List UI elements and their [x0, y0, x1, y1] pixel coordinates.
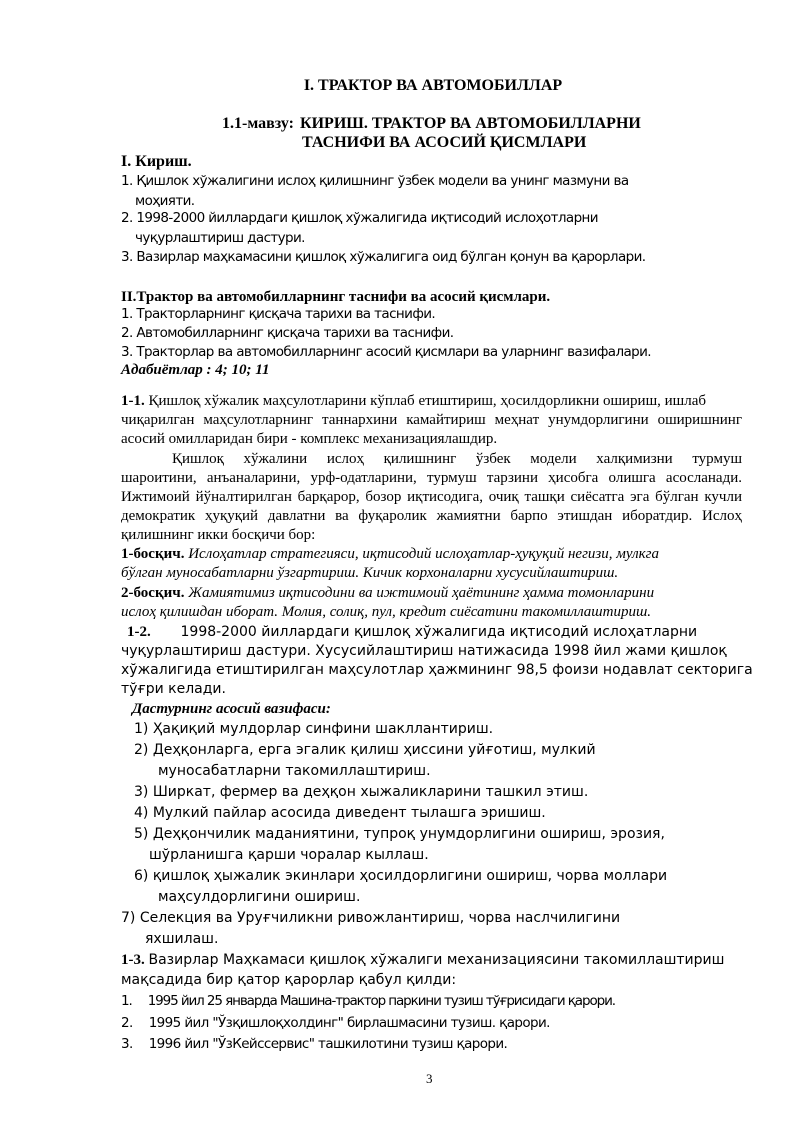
task-item: шўрланишга қарши чоралар кыллаш.	[149, 847, 429, 863]
paragraph-label: 1-3.	[121, 952, 145, 968]
task-item: 5) Деҳқончилик маданиятини, тупроқ унумдорлигини ошириш, эрозия,	[134, 826, 665, 842]
paragraph-line: демократик ҳуқуқий давлатни ва фуқаролик жамиятни барпо этишдан иборатдир. Ислоҳ	[121, 508, 742, 524]
task-item: яхшилаш.	[145, 931, 219, 947]
section2-item: 3. Тракторлар ва автомобилларнинг асосий қисмлари ва уларнинг вазифалари.	[121, 344, 652, 360]
stage-label: 2-босқич.	[121, 585, 185, 601]
paragraph-line: чуқурлаштириш дастури. Хусусийлаштириш натижасида 1998 йил жами қишлоқ	[121, 643, 727, 659]
literature-reference: Адабиётлар : 4; 10; 11	[121, 362, 270, 378]
paragraph-label: 1-2.	[127, 624, 151, 640]
task-item: 7) Селекция ва Уруғчиликни ривожлантириш, чорва наслчилигини	[121, 910, 621, 926]
topic-label: 1.1-мавзу:	[222, 115, 294, 132]
section1-item: чуқурлаштириш дастури.	[135, 230, 305, 246]
paragraph-line: шароитини, анъаналарини, урф-одатларини, турмуш тарзини ҳисобга олишга асосланади.	[121, 470, 742, 486]
paragraph-line: Қишлоқ хўжалини ислоҳ қилишнинг ўзбек модели халқимизни турмуш	[172, 451, 742, 467]
page-title: I. ТРАКТОР ВА АВТОМОБИЛЛАР	[303, 77, 563, 94]
topic-title-line2: ТАСНИФИ ВА АСОСИЙ ҚИСМЛАРИ	[302, 134, 587, 151]
section2-item: 2. Автомобилларнинг қисқача тарихи ва таснифи.	[121, 325, 454, 341]
task-item: 1) Ҳақиқий мулдорлар синфини шакллантириш.	[134, 721, 494, 737]
paragraph-line: бўлган муносабатларни ўзгартириш. Кичик корхоналарни хусусийлаштириш.	[121, 565, 619, 581]
stage-label: 1-босқич.	[121, 546, 185, 562]
paragraph-1-1: 1-1. Қишлоқ хўжалик маҳсулотларини кўплаб етиштириш, ҳосилдорликни ошириш, ишлаб	[121, 393, 706, 409]
task-item: 2) Деҳқонларга, ерга эгалик қилиш ҳиссини уйғотиш, мулкий	[134, 742, 596, 758]
paragraph-line: тўғри келади.	[121, 681, 226, 697]
section1-heading: I. Кириш.	[121, 153, 192, 170]
task-item: 4) Мулкий пайлар асосида диведент тылашга эришиш.	[134, 805, 546, 821]
task-item: маҳсулдорлигини ошириш.	[158, 889, 361, 905]
section1-item: 1. Қишлок хўжалигини ислоҳ қилишнинг ўзбек модели ва унинг мазмуни ва	[121, 173, 629, 189]
decree-item: 3. 1996 йил "ЎзКейссервис" ташкилотини тузиш қарори.	[121, 1036, 508, 1052]
paragraph-line: қилишнинг икки босқичи бор:	[121, 527, 316, 543]
section1-item: 2. 1998-2000 йиллардаги қишлоқ хўжалигида иқтисодий ислоҳотларни	[121, 210, 598, 226]
paragraph-line: мақсадида бир қатор қарорлар қабул қилди:	[121, 972, 457, 988]
section1-item: моҳияти.	[135, 193, 195, 209]
paragraph-line: чиқарилган маҳсулотларнинг таннархини камайтириш меҳнат унумдорлигини оширишнинг	[121, 412, 742, 428]
tasks-heading: Дастурнинг асосий вазифаси:	[132, 701, 331, 717]
paragraph-label: 1-1.	[121, 393, 145, 409]
stage-2: 2-босқич. Жамиятимиз иқтисодини ва ижтимоий ҳаётининг ҳамма томонларини	[121, 585, 655, 601]
paragraph-line: хўжалигида етиштирилган маҳсулотлар ҳажмининг 98,5 фоизи нодавлат секторига	[121, 662, 753, 678]
paragraph-1-3: 1-3. Вазирлар Маҳкамаси қишлоқ хўжалиги механизациясини такомиллаштириш	[121, 952, 725, 968]
paragraph-line: ислоҳ қилишдан иборат. Молия, солиқ, пул, кредит сиёсатини такомиллаштириш.	[121, 604, 652, 620]
task-item: муносабатларни такомиллаштириш.	[158, 763, 431, 779]
topic-title-line1: КИРИШ. ТРАКТОР ВА АВТОМОБИЛЛАРНИ	[300, 115, 641, 132]
paragraph-line: асосий омилларидан бири - комплекс механизациялашдир.	[121, 431, 498, 447]
decree-item: 2. 1995 йил "Ўзқишлоқхолдинг" бирлашмасини тузиш. қарори.	[121, 1015, 550, 1031]
paragraph-line: Ижтимоий йўналтирилган барқарор, бозор иқтисодига, очиқ ташқи сиёсатга эга бўлган кучли	[121, 489, 742, 505]
page-number: 3	[426, 1071, 433, 1086]
task-item: 3) Ширкат, фермер ва деҳқон хыжаликларини ташкил этиш.	[134, 784, 589, 800]
decree-item: 1. 1995 йил 25 январда Машина-трактор паркини тузиш тўғрисидаги қарори.	[121, 993, 615, 1009]
section2-heading: II.Трактор ва автомобилларнинг таснифи ва асосий қисмлари.	[121, 289, 551, 305]
stage-1: 1-босқич. Ислоҳатлар стратегияси, иқтисодий ислоҳатлар-ҳуқуқий негизи, мулкга	[121, 546, 660, 562]
paragraph-1-2: 1-2. 1998-2000 йиллардаги қишлоқ хўжалигида иқтисодий ислоҳатларни	[127, 624, 698, 640]
task-item: 6) қишлоқ ҳыжалик экинлари ҳосилдорлигини ошириш, чорва моллари	[134, 868, 668, 884]
section2-item: 1. Тракторларнинг қисқача тарихи ва таснифи.	[121, 306, 436, 322]
section1-item: 3. Вазирлар маҳкамасини қишлоқ хўжалигига оид бўлган қонун ва қарорлари.	[121, 249, 646, 265]
